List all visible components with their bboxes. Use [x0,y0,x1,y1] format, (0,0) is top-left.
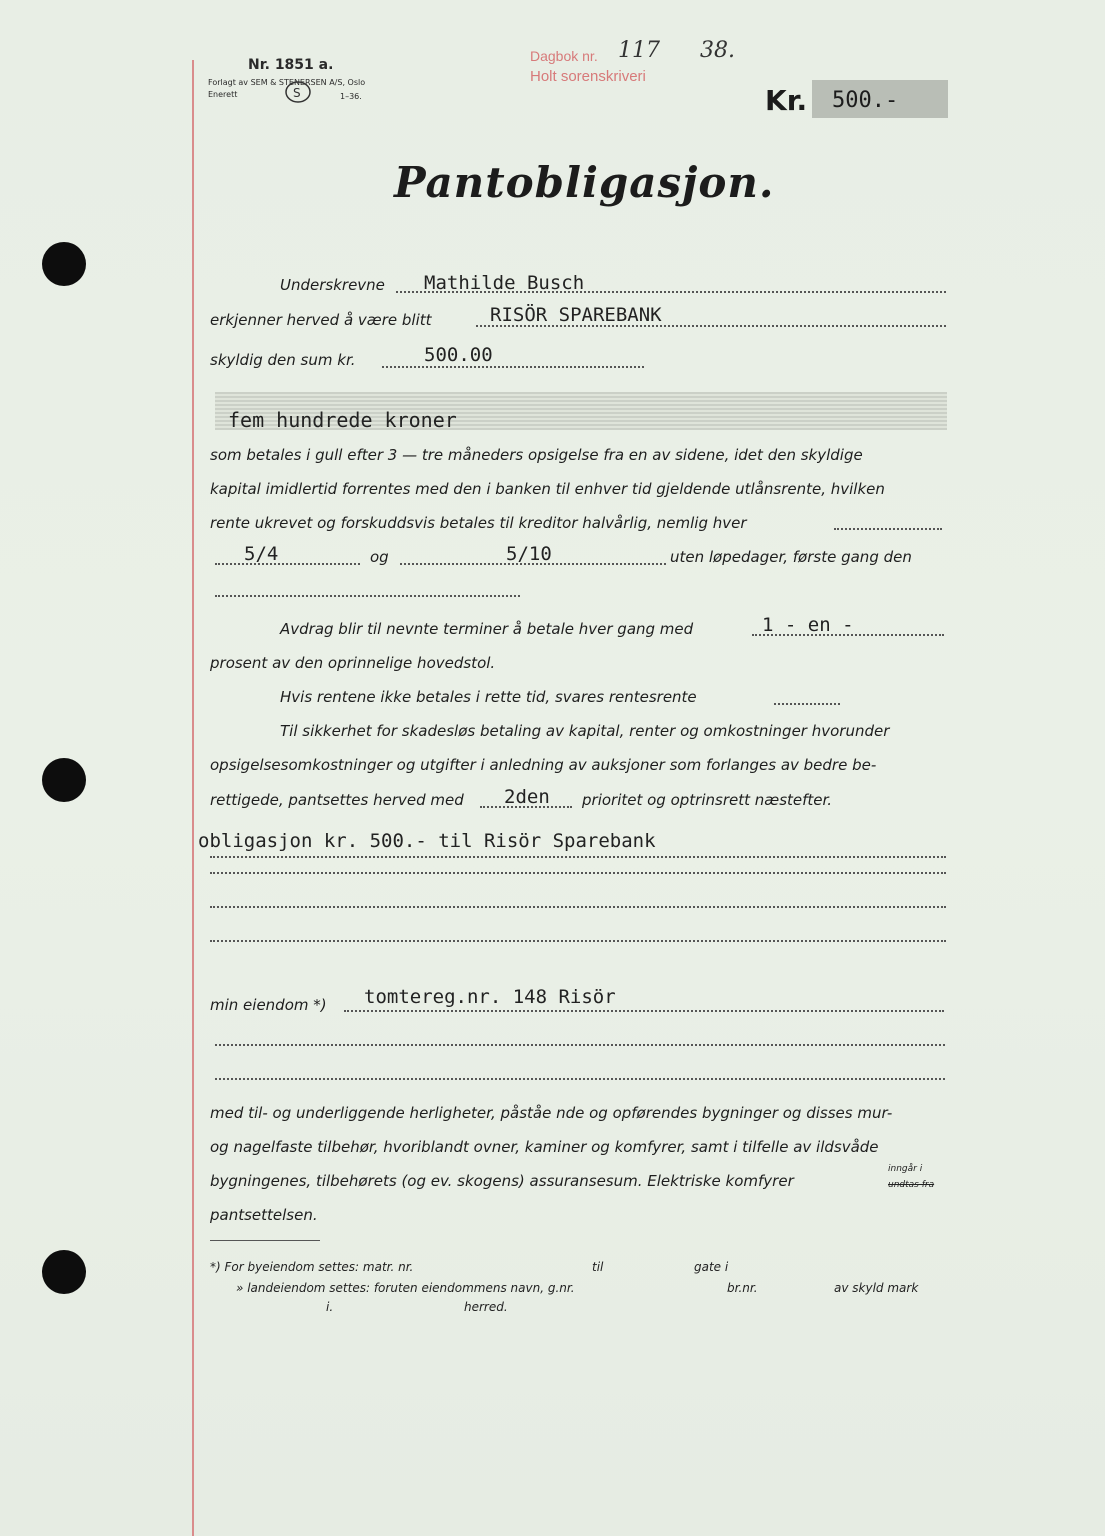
punch-hole [42,758,86,802]
security-line-1: Til sikkerhet for skadesløs betaling av kapital, renter og omkostninger hvorunder [280,722,890,740]
footnote-line-1b: til [592,1260,604,1274]
punch-hole [42,1250,86,1294]
sum-label: skyldig den sum kr. [210,351,356,369]
terms-line-1: som betales i gull efter 3 — tre måneders opsigelse fra en av sidene, idet den skyldige [210,446,863,464]
closing-line-3: bygningenes, tilbehørets (og ev. skogens) assuransesum. Elektriske komfyrer [210,1172,794,1190]
margin-rule [192,60,194,1536]
dotted-line [834,528,942,530]
dotted-line [210,856,946,858]
security-line-3b: prioritet og optrinsrett næstefter. [582,791,833,809]
dotted-line [752,634,944,636]
creditor-value: RISÖR SPAREBANK [490,304,662,326]
footnote-line-2b: br.nr. [727,1281,758,1295]
form-number: Nr. 1851 a. [248,57,334,73]
dotted-line [215,1078,945,1080]
terms-line-3: rente ukrevet og forskuddsvis betales til kreditor halvårlig, nemlig hver [210,514,747,532]
dotted-line [400,563,666,565]
edition: 1–36. [340,92,362,101]
dotted-line [382,366,644,368]
closing-line-1: med til- og underliggende herligheter, påståe nde og opførendes bygninger og disses mur- [210,1104,893,1122]
avdrag-label: Avdrag blir til nevnte terminer å betale hver gang med [280,620,694,638]
footnote-line-2c: av skyld mark [834,1281,919,1295]
dotted-line [480,806,572,808]
sum-value: 500.00 [424,344,493,366]
note-inngar: inngår i [888,1164,923,1174]
footnote-line-1c: gate i [694,1260,729,1274]
note-undtas: undtas fra [888,1180,935,1190]
kr-amount: 500.- [832,88,899,113]
dotted-line [215,1044,945,1046]
dotted-line [210,872,946,874]
stamp-dagbok: Dagbok nr. [530,48,598,64]
undersigned-value: Mathilde Busch [424,272,585,294]
dotted-line [396,291,946,293]
publisher-enerett: Enerett [208,90,238,99]
svg-text:S: S [293,86,301,100]
stamp-court: Holt sorenskriveri [530,68,646,85]
dotted-line [215,595,520,597]
prior-obligation: obligasjon kr. 500.- til Risör Sparebank [198,830,656,852]
dagbok-number: 117 [618,38,660,63]
closing-line-4: pantsettelsen. [210,1206,318,1224]
footnote-line-3b: herred. [464,1300,508,1314]
terms-line-2: kapital imidlertid forrentes med den i banken til enhver tid gjeldende utlånsrente, hvilken [210,480,885,498]
avdrag-value: 1 - en - [762,614,854,636]
dotted-line [210,940,946,942]
footnote-rule [210,1240,320,1241]
closing-line-2: og nagelfaste tilbehør, hvoriblandt ovner, kaminer og komfyrer, samt i tilfelle av ildsvåde [210,1138,879,1156]
priority-value: 2den [504,786,550,808]
term-date-2: 5/10 [506,543,552,565]
prosent-line: prosent av den oprinnelige hovedstol. [210,654,496,672]
property-label: min eiendom *) [210,996,327,1014]
creditor-label: erkjenner herved å være blitt [210,311,432,329]
security-line-3a: rettigede, pantsettes herved med [210,791,464,809]
dotted-line [210,906,946,908]
undersigned-label: Underskrevne [280,276,385,294]
rentes-label: Hvis rentene ikke betales i rette tid, svares rentesrente [280,688,697,706]
publisher-logo-icon [284,80,312,104]
dotted-line [215,563,360,565]
dotted-line [774,703,840,705]
dotted-line [344,1010,944,1012]
punch-hole [42,242,86,286]
dotted-line [476,325,946,327]
amount-words: fem hundrede kroner [228,408,457,432]
term-date-1: 5/4 [244,543,279,565]
publisher-line: Forlagt av SEM & STENERSEN A/S, Oslo [208,78,366,87]
terms-line-4: uten løpedager, første gang den [670,548,912,566]
footnote-line-1a: *) For byeiendom settes: matr. nr. [210,1260,414,1274]
footnote-line-3a: i. [326,1300,334,1314]
document-title: Pantobligasjon. [394,158,775,207]
security-line-2: opsigelsesomkostninger og utgifter i anledning av auksjoner som forlanges av bedre be- [210,756,877,774]
kr-label: Kr. [765,84,808,117]
footnote-line-2a: » landeiendom settes: foruten eiendommens navn, g.nr. [236,1281,575,1295]
og-label: og [370,548,389,566]
property-value: tomtereg.nr. 148 Risör [364,986,616,1008]
dagbok-year: 38. [700,38,735,63]
